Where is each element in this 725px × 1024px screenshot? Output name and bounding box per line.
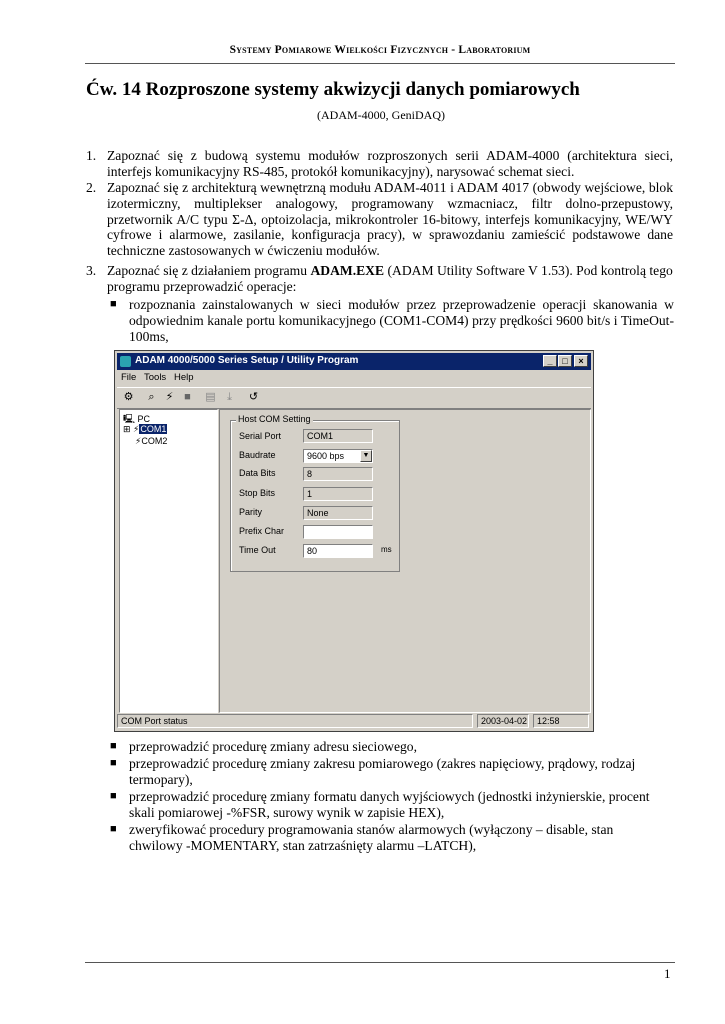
download-icon[interactable]: ⤓	[227, 391, 232, 403]
tree-item-com1[interactable]: ⊞ ⚡COM1	[123, 424, 167, 434]
bullet-icon: ■	[110, 823, 117, 835]
app-icon	[120, 356, 131, 367]
baudrate-value: 9600 bps	[307, 451, 345, 461]
list-item	[107, 263, 673, 295]
bullet-icon: ■	[110, 757, 117, 769]
host-com-group	[230, 414, 400, 572]
status-date: 2003-04-02	[477, 714, 529, 728]
settings-panel	[219, 409, 591, 713]
tree-item-label: COM1	[140, 424, 167, 434]
time-out-unit: ms	[381, 545, 392, 554]
chevron-down-icon[interactable]: ▼	[360, 450, 372, 462]
search-icon[interactable]: ⌕	[148, 391, 155, 403]
tree-root-label: PC	[137, 414, 151, 424]
toolbar	[117, 387, 591, 409]
item-number: 3.	[86, 263, 97, 278]
bullet-icon: ■	[110, 298, 117, 310]
parity-label: Parity	[239, 507, 263, 517]
item-number: 2.	[86, 180, 97, 195]
menu-tools[interactable]: Tools	[144, 372, 167, 383]
time-out-label: Time Out	[239, 545, 276, 555]
list-item: Zapoznać się z budową systemu modułów rozproszonych serii ADAM-4000 (architektura sieci, interfejs komunikacyjny RS-485, protokół komunikacyjny), narysować schemat sieci.	[107, 148, 673, 179]
status-text: COM Port status	[117, 714, 473, 728]
parity-field: None	[303, 506, 373, 520]
settings-icon[interactable]: ⚙	[123, 391, 134, 403]
program-name: ADAM.EXE	[310, 263, 385, 278]
status-bar	[117, 713, 591, 729]
prefix-char-label: Prefix Char	[239, 526, 285, 536]
exercise-subtitle: (ADAM-4000, GeniDAQ)	[317, 108, 445, 122]
bullet-icon: ■	[110, 790, 117, 802]
header-rule	[85, 63, 675, 64]
close-button[interactable]: ×	[574, 355, 588, 367]
minimize-button[interactable]: _	[543, 355, 557, 367]
bullet-item: przeprowadzić procedurę zmiany zakresu pomiarowego (zakres napięciowy, prądowy, rodzaj termopary),	[129, 756, 636, 787]
serial-port-label: Serial Port	[239, 431, 282, 441]
data-bits-label: Data Bits	[239, 468, 276, 478]
device-tree[interactable]	[119, 409, 218, 713]
stop-bits-label: Stop Bits	[239, 488, 276, 498]
exit-icon[interactable]: ↺	[248, 391, 259, 403]
bullet-item: zweryfikować procedury programowania stanów alarmowych (wyłączony – disable, stan chwilowy -MOMENTARY, stan zatrzaśnięty alarmu –LATCH),	[129, 822, 614, 853]
item-number: 1.	[86, 148, 97, 163]
bullet-item: przeprowadzić procedurę zmiany formatu danych wyjściowych (jednostki inżynierskie, procent skali pomiarowej -%FSR, surowy wynik w zapisie HEX),	[129, 789, 650, 820]
baudrate-label: Baudrate	[239, 450, 276, 460]
group-title: Host COM Setting	[238, 414, 311, 424]
prefix-char-input[interactable]	[303, 525, 373, 539]
footer-rule	[85, 962, 675, 963]
data-bits-field: 8	[303, 467, 373, 481]
terminal-icon[interactable]: ▤	[205, 391, 216, 403]
menu-help[interactable]: Help	[174, 372, 194, 383]
utility-window	[114, 350, 594, 732]
maximize-button[interactable]: □	[558, 355, 572, 367]
item-text: (ADAM Utility Software V 1.53). Pod kontrolą tego programu przeprowadzić operacje:	[107, 263, 673, 294]
tree-root[interactable]: 🖳 PC	[123, 414, 151, 424]
bullet-item: przeprowadzić procedurę zmiany adresu sieciowego,	[129, 739, 417, 754]
exercise-title: Ćw. 14 Rozproszone systemy akwizycji danych pomiarowych	[86, 79, 580, 100]
menu-file[interactable]: File	[121, 372, 137, 383]
baudrate-select[interactable]	[303, 449, 373, 463]
item-text: Zapoznać się z działaniem programu	[107, 263, 311, 278]
tree-item-com2[interactable]: ⚡COM2	[135, 436, 168, 446]
window-title: ADAM 4000/5000 Series Setup / Utility Program	[135, 355, 359, 366]
status-time: 12:58	[533, 714, 589, 728]
time-out-input[interactable]: 80	[303, 544, 373, 558]
stop-bits-field: 1	[303, 487, 373, 501]
page-number: 1	[664, 966, 671, 981]
stop-icon[interactable]: ■	[184, 391, 191, 403]
serial-port-field: COM1	[303, 429, 373, 443]
page-header: Systemy Pomiarowe Wielkości Fizycznych - Laboratorium	[229, 44, 531, 56]
menu-bar	[117, 371, 591, 386]
bullet-icon: ■	[110, 740, 117, 752]
bullet-item: rozpoznania zainstalowanych w sieci modułów przez przeprowadzenie operacji skanowania w odpowiednim kanale portu komunikacyjnego (COM1-COM4) przy prędkości 9600 bit/s i TimeOut-100ms,	[129, 297, 674, 344]
tree-item-label: COM2	[141, 436, 168, 446]
scan-icon[interactable]: ⚡	[165, 391, 174, 403]
window-titlebar[interactable]	[117, 353, 591, 370]
list-item: Zapoznać się z architekturą wewnętrzną modułu ADAM-4011 i ADAM 4017 (obwody wejściowe, blok izotermiczny, multiplekser analogowy, programowany wzmacniacz, filtr dolno-przepustowy, przetwornik A/C typu Σ-Δ, optoizolacja, mikrokontroler 16-bitowy, interfejs komunikacyjny, WE/WY cyfrowe i alarmowe, zasilanie, konfiguracja pracy), w sprawozdaniu zamieścić podstawowe dane techniczne zastosowanych w ćwiczeniu modułów.	[107, 180, 673, 259]
